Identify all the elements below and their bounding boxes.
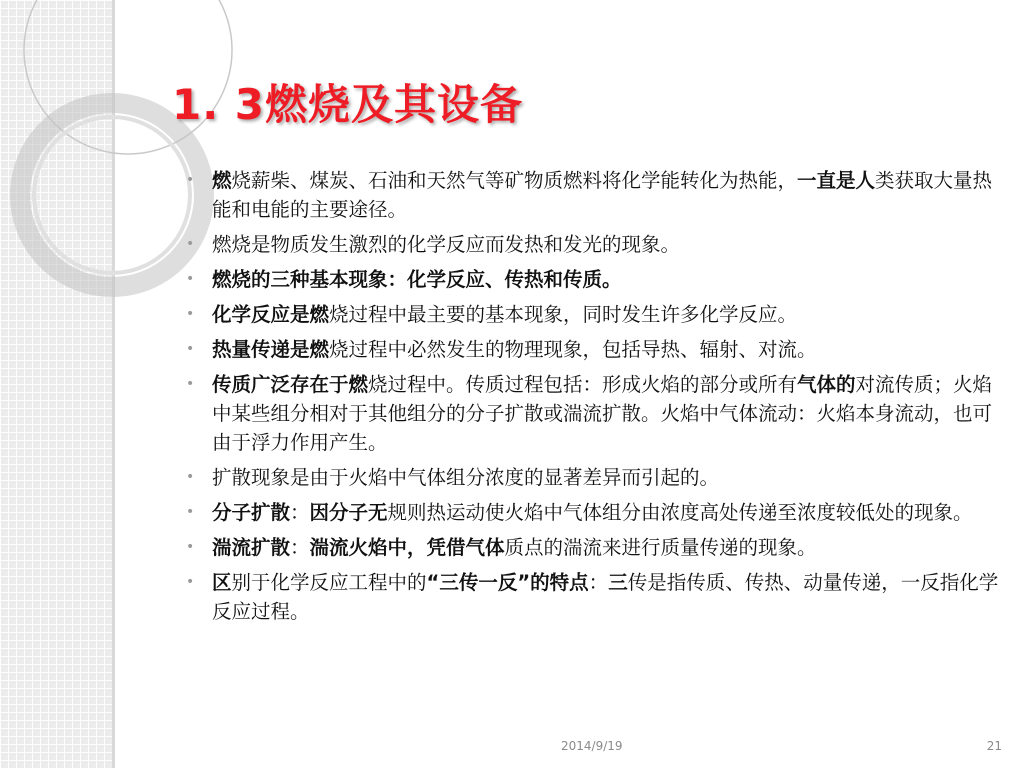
bullet-item (186, 335, 1006, 364)
bullet-marker: • (186, 469, 195, 485)
bullet-item (186, 166, 1006, 224)
bullet-item (186, 265, 1006, 294)
bullet-text: 区 (212, 571, 232, 594)
bullet-item (186, 463, 1006, 492)
bullet-item (186, 498, 1006, 527)
bullet-text: 别于化学反应工程中的 (231, 571, 427, 594)
bullet-text: ： (588, 571, 609, 594)
bullet-text: 质点的湍流来进行质量传递的现象。 (504, 536, 817, 559)
bullet-list (186, 166, 1006, 632)
bullet-text: 烧过程中。传质过程包括：形成火焰的部分或所有 (368, 373, 798, 396)
bullet-marker: • (186, 341, 195, 357)
bullet-text: 扩散现象是由于火焰中气体组分浓度的显著差异而引起的。 (212, 466, 720, 489)
bullet-marker: • (186, 172, 195, 188)
bullet-item (186, 370, 1006, 457)
bullet-text: 传是指传质、传热、动量传递，一反指化学反应过程。 (212, 571, 999, 623)
bullet-text: 燃烧是物质发生激烈的化学反应而发热和发光的现象。 (212, 233, 681, 256)
bullet-text: 气体的 (797, 373, 856, 396)
bullet-marker: • (186, 271, 195, 287)
bullet-text: 湍流扩散 (212, 536, 291, 559)
bullet-text: 规则热运动使火焰中气体组分由浓度高处传递至浓度较低处的现象。 (387, 501, 973, 524)
bullet-text: 一直是人 (797, 169, 876, 192)
bullet-text: 分子扩散 (212, 501, 291, 524)
bullet-item (186, 300, 1006, 329)
bullet-marker: • (186, 504, 195, 520)
bullet-text: 燃烧的三种基本现象：化学反应、传热和传质。 (212, 268, 622, 291)
slide-title: 1. 3燃烧及其设备 (172, 80, 524, 129)
bullet-text: 因分子无 (309, 501, 388, 524)
bullet-marker: • (186, 306, 195, 322)
bullet-text: ： (290, 536, 310, 559)
bullet-marker: • (186, 376, 195, 392)
bullet-text: 湍流火焰中，凭借气体 (309, 536, 505, 559)
bullet-text: 烧薪柴、煤炭、石油和天然气等矿物质燃料将化学能转化为热能， (231, 169, 798, 192)
bullet-text: 三 (608, 571, 628, 594)
bullet-text: 燃 (212, 169, 232, 192)
bullet-item (186, 230, 1006, 259)
bullet-text: 对流传质；火焰中某些组分相对于其他组分的分子扩散或湍流扩散。火焰中气体流动：火焰本身流动，也可由于浮力作用产生。 (212, 373, 993, 454)
bullet-marker: • (186, 574, 195, 590)
bullet-text: 热量传递是燃 (212, 338, 330, 361)
bullet-text: 烧过程中必然发生的物理现象，包括导热、辐射、对流。 (329, 338, 817, 361)
bullet-text: 化学反应是燃 (212, 303, 330, 326)
bullet-text: 类获取大量热能和电能的主要途径。 (212, 169, 993, 221)
bullet-marker: • (186, 236, 195, 252)
page-number: 21 (986, 739, 1002, 753)
footer-date: 2014/9/19 (561, 739, 623, 753)
bullet-marker: • (186, 539, 195, 555)
bullet-item (186, 533, 1006, 562)
bullet-text: “三传一反”的特点 (426, 571, 589, 594)
bullet-text: 烧过程中最主要的基本现象，同时发生许多化学反应。 (329, 303, 798, 326)
bullet-item (186, 568, 1006, 626)
bullet-text: ： (290, 501, 310, 524)
bullet-text: 传质广泛存在于燃 (212, 373, 369, 396)
